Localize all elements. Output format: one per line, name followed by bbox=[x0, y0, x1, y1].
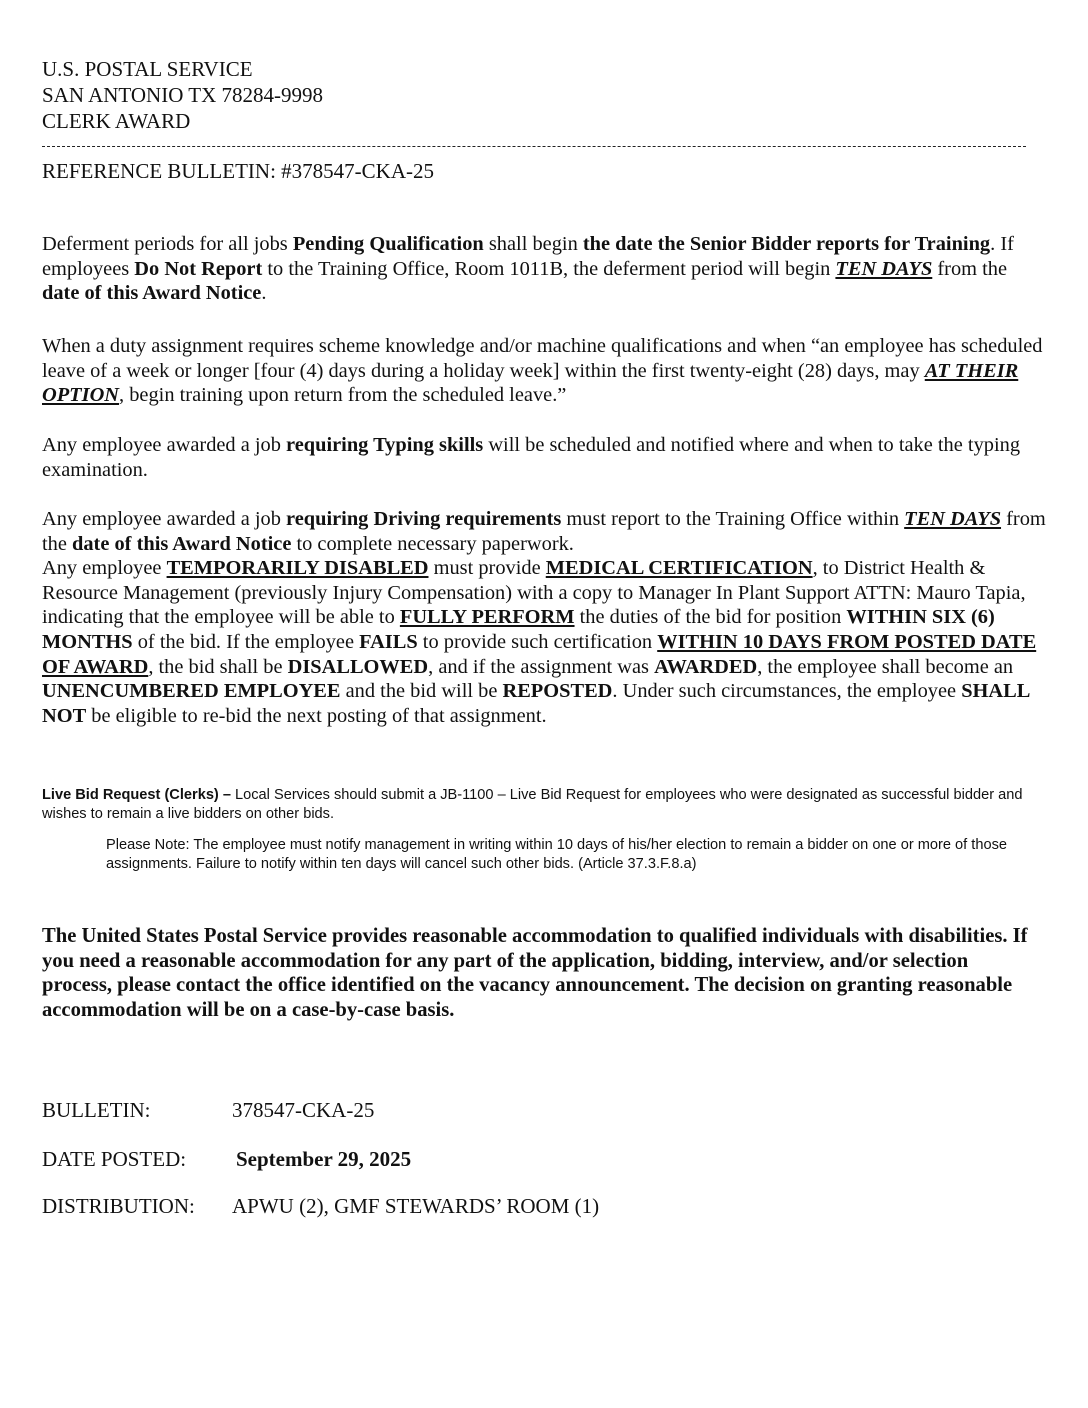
text-run: , and if the assignment was bbox=[428, 655, 655, 678]
reference-value: #378547-CKA-25 bbox=[281, 159, 434, 183]
driving-paragraph bbox=[42, 507, 1047, 556]
text-run: from the bbox=[42, 508, 1046, 555]
text-run: . If employees bbox=[42, 233, 1014, 280]
text-run: , the employee shall become an bbox=[757, 655, 1014, 678]
header-address: SAN ANTONIO TX 78284-9998 bbox=[42, 83, 323, 107]
bold-underline-run: WITHIN 10 DAYS FROM POSTED DATE OF AWARD bbox=[42, 630, 1037, 678]
text-run: Any employee awarded a job bbox=[42, 434, 287, 456]
text-run: Local Services should submit a JB-1100 – Live Bid Request for employees who were designated as successful bidder and wishes to remain a live bidders on other bids. bbox=[42, 787, 1023, 822]
bold-run: the date the Senior Bidder reports for Training bbox=[582, 233, 991, 255]
text-run: must provide bbox=[428, 557, 546, 580]
bold-run: REPOSTED bbox=[502, 680, 613, 703]
text-run: shall begin bbox=[483, 233, 583, 255]
disabled-paragraph bbox=[42, 556, 1047, 728]
bulletin-label: BULLETIN: bbox=[42, 1098, 151, 1122]
bold-run: AWARDED bbox=[654, 655, 758, 678]
text-run: of the bid. If the employee bbox=[132, 630, 360, 653]
header-org: U.S. POSTAL SERVICE bbox=[42, 57, 253, 81]
bold-run: Do Not Report bbox=[134, 257, 263, 280]
scheme-knowledge-paragraph bbox=[42, 334, 1047, 408]
text-run: and the bid will be bbox=[340, 680, 503, 703]
text-run: . bbox=[261, 282, 267, 305]
dashed-divider bbox=[42, 146, 1026, 147]
emphasis-run: TEN DAYS bbox=[904, 508, 1002, 530]
footer-date-posted bbox=[42, 1146, 411, 1172]
text-run: to complete necessary paperwork. bbox=[291, 532, 574, 555]
text-run: the duties of the bid for position bbox=[574, 606, 847, 629]
bold-run: requiring Typing skills bbox=[286, 434, 484, 456]
bold-run: FAILS bbox=[359, 630, 418, 653]
bold-run: UNENCUMBERED EMPLOYEE bbox=[42, 680, 341, 703]
reference-bulletin bbox=[42, 158, 434, 184]
distribution-value: APWU (2), GMF STEWARDS’ ROOM (1) bbox=[232, 1194, 600, 1218]
text-run: must report to the Training Office within bbox=[561, 508, 905, 530]
bold-run: WITHIN SIX (6) MONTHS bbox=[42, 606, 995, 653]
text-run: , the bid shall be bbox=[148, 655, 288, 678]
driving-disabled-section bbox=[42, 507, 1047, 728]
text-run: Deferment periods for all jobs bbox=[42, 233, 293, 255]
header-title: CLERK AWARD bbox=[42, 109, 191, 133]
letterhead bbox=[42, 56, 323, 134]
emphasis-run: TEN DAYS bbox=[835, 257, 933, 280]
text-run: , to District Health & Resource Management (previously Injury Compensation) with a copy to Manager In Plant Support ATTN: Mauro Tapia, indicating that the employee will be able to bbox=[42, 557, 1026, 629]
bold-run: DISALLOWED bbox=[287, 655, 429, 678]
text-run: to the Training Office, Room 1011B, the deferment period will begin bbox=[262, 257, 836, 280]
footer-bulletin bbox=[42, 1097, 374, 1123]
text-run: to provide such certification bbox=[417, 630, 658, 653]
bold-run: Live Bid Request (Clerks) – bbox=[42, 787, 236, 803]
bold-underline-run: FULLY PERFORM bbox=[399, 606, 575, 629]
text-run: , begin training upon return from the scheduled leave.” bbox=[119, 384, 567, 407]
date-posted-value: September 29, 2025 bbox=[236, 1147, 412, 1171]
text-run: be eligible to re-bid the next posting of that assignment. bbox=[86, 704, 547, 727]
accommodation-statement: The United States Postal Service provides reasonable accommodation to qualified individuals with disabilities. If you need a reasonable accommodation for any part of the application, bidding, interview, and/or selection process, please contact the office identified on the vacancy announcement. The decision on granting reasonable accommodation will be on a case-by-case basis. bbox=[42, 925, 1028, 1021]
text-run: Any employee bbox=[42, 557, 167, 580]
bulletin-value: 378547-CKA-25 bbox=[232, 1098, 375, 1122]
text-run: Any employee awarded a job bbox=[42, 508, 287, 530]
deferment-paragraph bbox=[42, 232, 1047, 306]
bold-run: date of this Award Notice bbox=[42, 282, 262, 305]
date-posted-label: DATE POSTED: bbox=[42, 1147, 187, 1171]
text-run: from the bbox=[932, 257, 1008, 280]
bold-run: Pending Qualification bbox=[292, 233, 484, 255]
bold-run: SHALL NOT bbox=[42, 680, 1030, 727]
bold-underline-run: MEDICAL CERTIFICATION bbox=[545, 557, 813, 580]
bold-run: requiring Driving requirements bbox=[286, 508, 562, 530]
text-run: will be scheduled and notified where and when to take the typing examination. bbox=[42, 434, 1021, 481]
bold-run: date of this Award Notice bbox=[72, 532, 292, 555]
please-note: Please Note: The employee must notify management in writing within 10 days of his/her election to remain a bidder on one or more of those assignments. Failure to notify within ten days will cancel such other bids. (Article 37.3.F.8.a) bbox=[106, 837, 1007, 872]
bold-underline-run: TEMPORARILY DISABLED bbox=[166, 557, 429, 580]
reference-label: REFERENCE BULLETIN: bbox=[42, 159, 276, 183]
footer-distribution bbox=[42, 1193, 599, 1219]
distribution-label: DISTRIBUTION: bbox=[42, 1194, 195, 1218]
typing-paragraph bbox=[42, 433, 1047, 482]
emphasis-run: AT THEIR OPTION bbox=[42, 359, 1019, 407]
text-run: . Under such circumstances, the employee bbox=[612, 680, 962, 703]
live-bid-paragraph bbox=[42, 786, 1042, 824]
text-run: When a duty assignment requires scheme knowledge and/or machine qualifications and when “an employee has scheduled leave of a week or longer [four (4) days during a holiday week] within the first twenty-eight (28) days, may bbox=[42, 335, 1043, 382]
